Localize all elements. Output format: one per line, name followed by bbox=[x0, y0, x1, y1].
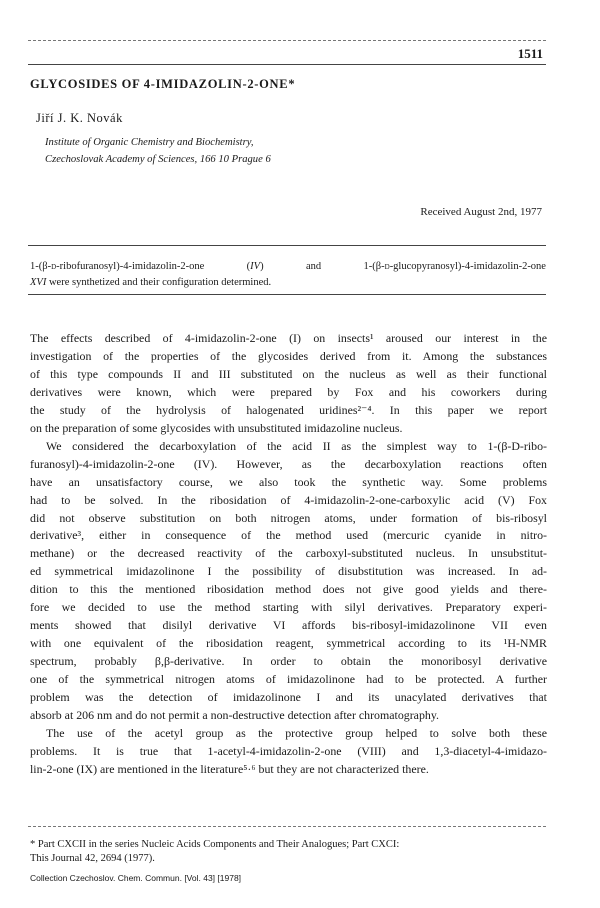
affiliation-line-2: Czechoslovak Academy of Sciences, 166 10 Prague 6 bbox=[45, 154, 271, 165]
affiliation-line-1: Institute of Organic Chemistry and Biochemistry, bbox=[45, 137, 254, 148]
header-bottom-rule bbox=[28, 64, 546, 65]
body-line: had to be solved. In the ribosidation of 4-imidazolin-2-one-carboxylic acid (V) Fox bbox=[30, 492, 547, 507]
body-line: spectrum, probably β,β-derivative. In order to obtain the monoribosyl derivative bbox=[30, 654, 547, 669]
abstract-bottom-rule bbox=[28, 294, 546, 295]
body-line: of this type compounds II and III substituted on the nucleus as well as their functional bbox=[30, 366, 547, 381]
abstract-line: 1-(β-d-ribofuranosyl)-4-imidazolin-2-one (IV) and 1-(β-d-glucopyranosyl)-4-imidazolin-2-one bbox=[30, 261, 546, 272]
body-line: absorb at 206 nm and do not permit a non-destructive detection after chromatography. bbox=[30, 708, 439, 723]
body-line: with one equivalent of the ribosidation reagent, symmetrical according to its ¹H-NMR bbox=[30, 636, 547, 651]
footnote bbox=[30, 838, 548, 866]
body-line: did not observe substitution on both nitrogen atoms, under formation of bis-ribosyl bbox=[30, 510, 547, 525]
body-line: furanosyl)-4-imidazolin-2-one (IV). However, as the decarboxylation reactions often bbox=[30, 456, 547, 471]
body-line: one of the symmetrical nitrogen atoms of imidazolinone had to be protected. A further bbox=[30, 672, 547, 687]
header-rule bbox=[28, 40, 546, 41]
footnote-rule bbox=[28, 826, 546, 827]
body-line: The use of the acetyl group as the protective group helped to solve both these bbox=[46, 725, 547, 740]
abstract-top-rule bbox=[28, 245, 546, 246]
body-line: ments showed that disilyl derivative VI affords bis-ribosyl-imidazolinone VII even bbox=[30, 618, 547, 633]
body-line: derivatives were known, which were prepared by Fox and his coworkers during bbox=[30, 384, 547, 399]
body-line: We considered the decarboxylation of the acid II as the simplest way to 1-(β-D-ribo- bbox=[46, 438, 547, 453]
body-line: on the preparation of some glycosides with unsubstituted imidazoline nucleus. bbox=[30, 420, 403, 435]
body-line: dition to this the mentioned ribosidation method does not give good yields and there- bbox=[30, 582, 547, 597]
body-line: the study of the hydrolysis of halogenated uridines²⁻⁴. In this paper we report bbox=[30, 402, 547, 417]
article-title: GLYCOSIDES OF 4-IMIDAZOLIN-2-ONE* bbox=[30, 77, 296, 91]
body-line: fore we decided to use the method starting with silyl derivatives. Preparatory experi- bbox=[30, 600, 547, 615]
author-name: Jiří J. K. Novák bbox=[36, 111, 123, 125]
body-line: methane) or the decreased reactivity of the carboxyl-substituted nucleus. In unsubstitut- bbox=[30, 546, 547, 561]
body-line: problems. It is true that 1-acetyl-4-imidazolin-2-one (VIII) and 1,3-diacetyl-4-imidazo- bbox=[30, 743, 547, 758]
page-number: 1511 bbox=[517, 46, 543, 61]
received-date: Received August 2nd, 1977 bbox=[420, 206, 542, 218]
body-line: derivative³, either in consequence of the method used (mercuric cyanide in nitro- bbox=[30, 528, 547, 543]
body-line: ed symmetrical imidazolinone I the possibility of disubstitution was increased. In ad- bbox=[30, 564, 547, 579]
body-line: problem was the detection of imidazolinone I and its unacylated derivatives that bbox=[30, 690, 547, 705]
abstract bbox=[30, 259, 546, 291]
body-line: lin-2-one (IX) are mentioned in the literature⁵·⁶ but they are not characterized there. bbox=[30, 761, 429, 776]
abstract-line: XVI were synthetized and their configuration determined. bbox=[30, 277, 272, 288]
body-line: investigation of the properties of the glycosides derived from it. Among the substances bbox=[30, 348, 547, 363]
footnote-line: * Part CXCII in the series Nucleic Acids Components and Their Analogues; Part CXCI: bbox=[30, 839, 400, 850]
body-line: have an unsatisfactory course, we also took the synthetic way. Some problems bbox=[30, 474, 547, 489]
body-text bbox=[30, 330, 547, 779]
body-line: The effects described of 4-imidazolin-2-one (I) on insects¹ aroused our interest in the bbox=[30, 331, 547, 345]
journal-citation: Collection Czechoslov. Chem. Commun. [Vol. 43] [1978] bbox=[30, 873, 242, 883]
footnote-line: This Journal 42, 2694 (1977). bbox=[30, 853, 155, 864]
